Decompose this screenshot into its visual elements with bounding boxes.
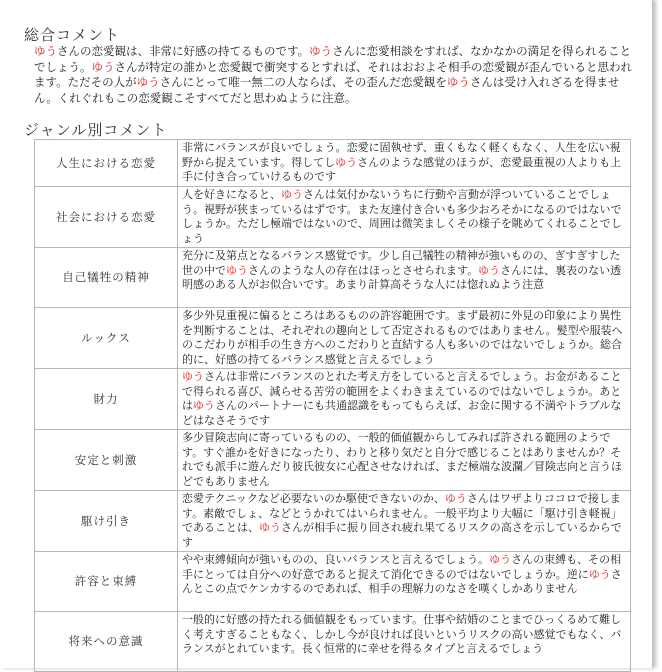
comment-text-segment: さんの恋愛観は、非常に好感の持てるものです。 [57,44,310,58]
genre-row [35,187,631,248]
comment-text-segment: 多少冒険志向に寄っているものの、一般的価値観からしてみれば許される範囲のようです。すぐ誰かを好きになったり、わりと移り気だと自分で感じることはありませんか？それでも派手に遊んだり彼氏彼女に心配させなければ、まだ極端な波瀾／冒険志向と言うほどでもありません [182,431,622,488]
genre-row [35,248,631,308]
user-name-highlight: ゆう [34,44,57,58]
user-name-highlight: ゆう [588,567,611,581]
genre-row [35,491,631,552]
genre-comment [178,491,631,552]
genre-row [35,140,631,187]
user-name-highlight: ゆう [91,59,115,74]
user-name-highlight: ゆう [478,263,501,277]
comment-text-segment: さんは気付かないうちに行動や言動が浮ついていることでしょう。視野が狭まっているはずです。また友達付き合いも多少おろそかになるのではないでしょうか。ただし極端ではないので、周囲は微笑ましくその様子を眺めてくれることでしょう [182,188,622,245]
user-name-highlight: ゆう [259,521,281,534]
genre-comment [178,430,631,491]
comment-text-segment: やや束縛傾向が強いものの、良いバランスと言えるでしょう。 [182,553,490,566]
genre-row [35,552,631,612]
comment-text-segment: 多少外見重視に偏るところはあるものの許容範囲です。まず最初に外見の印象により異性を判断することは、それぞれの趣向として否定されるものではありません。髪型や服装へのこだわりが相手の生き方へのこだわりと直結する人も多いのではないでしょうか。総合的に、好感の持てるバランス感覚と言えるでしょう [182,309,623,366]
user-name-highlight: ゆう [281,188,303,201]
user-name-highlight: ゆう [446,75,470,89]
user-name-highlight: ゆう [182,370,204,383]
comment-text-segment: さんのような人の存在はほっとさせられます。 [248,263,479,277]
user-name-highlight: ゆう [136,75,160,89]
comment-text-segment: 非常にバランスが良いでしょう。恋愛に固執せず、重くもなく軽くもなく、人生を広い視野から捉えています。得してし [182,141,621,169]
genre-label: 将来への意識 [35,612,178,672]
genre-comment-heading: ジャンル別コメント [24,121,168,139]
genre-row [35,308,631,369]
genre-label: 安定と刺激 [35,430,178,491]
overall-comment-heading: 総合コメント [24,26,121,44]
genre-label: 許容と束縛 [35,552,178,612]
comment-text-segment: さんが特定の誰かと恋愛観で衝突するとすれば、それはおおよそ相手の恋愛観が歪んでいると思われます。ただその人が [34,59,632,89]
comment-text-segment: さんが相手に振り回され疲れ果てるリスクの高さを示しているからです [182,521,622,549]
comment-text-segment: さんのパートナーにも共通認識をもってもらえば、お金に関する不満やトラブルなどはなさそうです [182,399,622,427]
comment-text-segment: さんは非常にバランスのとれた考え方をしていると言えるでしょう。お金があることで得られる喜び、減らせる苦労の範囲をよくわきまえているのではないでしょうか。あとは [182,370,622,412]
genre-comment [178,612,631,672]
genre-label: 人生における恋愛 [35,140,178,187]
genre-comment [178,187,631,248]
comment-text-segment: さんとこの点でケンカするのであれば、相手の理解力のなさを嘆くしかありません [182,567,622,595]
comment-text-segment: さんの束縛も、その相手にとっては自分への好意であると捉えて消化できるのではないでしょうか。逆に [182,553,622,581]
user-name-highlight: ゆう [193,399,215,412]
comment-text-segment: さんには、裏表のない透明感のある人がお似合いです。あまり計算高そうな人には惚れぬよう注意 [182,263,622,291]
genre-label: ルックス [35,308,178,369]
genre-comment-table [34,139,631,672]
genre-row [35,612,631,672]
user-name-highlight: ゆう [335,155,358,169]
user-name-highlight: ゆう [489,553,512,566]
comment-text-segment: さんに恋愛相談をすれば、なかなかの満足を得られることでしょう。 [34,44,632,74]
comment-text-segment: 充分に及第点となるバランス感覚です。少し自己犠牲の精神が強いものの、ぎすぎすした世の中で [182,249,621,277]
overall-comment-text [34,44,634,106]
user-name-highlight: ゆう [309,44,333,58]
comment-text-segment: さんは受け入れざるを得ません。くれぐれもこの恋愛観こそすべてだと思わぬように注意。 [34,75,620,105]
comment-text-segment: さんはワザよりココロで接します。素敵でしょ、などとうかれてはいられません。一般平均より大幅に「駆け引き軽視」であることは、 [182,492,622,534]
comment-text-segment: さんのような感覚のほうが、恋愛最重視の人よりも上手に付き合っていけるものです [182,155,622,183]
comment-text-segment: 人を好きになると、 [182,188,281,201]
genre-label: 駆け引き [35,491,178,552]
genre-label: 自己犠牲の精神 [35,248,178,308]
user-name-highlight: ゆう [226,263,248,277]
genre-comment [178,248,631,308]
genre-label: 社会における恋愛 [35,187,178,248]
genre-row [35,369,631,430]
genre-comment [178,308,631,369]
genre-comment [178,140,631,187]
comment-text-segment: 恋愛テクニックなど必要ないのか駆使できないのか、 [182,492,445,505]
genre-label: 財力 [35,369,178,430]
comment-text-segment: さんにとって唯一無二の人ならば、その歪んだ恋愛観を [159,75,447,89]
user-name-highlight: ゆう [444,492,467,505]
genre-comment [178,369,631,430]
genre-comment [178,552,631,612]
comment-text-segment: 一般的に好感の持たれる価値観をもっています。仕事や結婚のことまでひっくるめて難しく考えすぎることもなく、しかし今が良ければ良いというリスクの高い感覚でもなく、バランスがとれています。長く恒常的に幸せを得るタイプと言えるでしょう [182,613,622,655]
genre-row [35,430,631,491]
